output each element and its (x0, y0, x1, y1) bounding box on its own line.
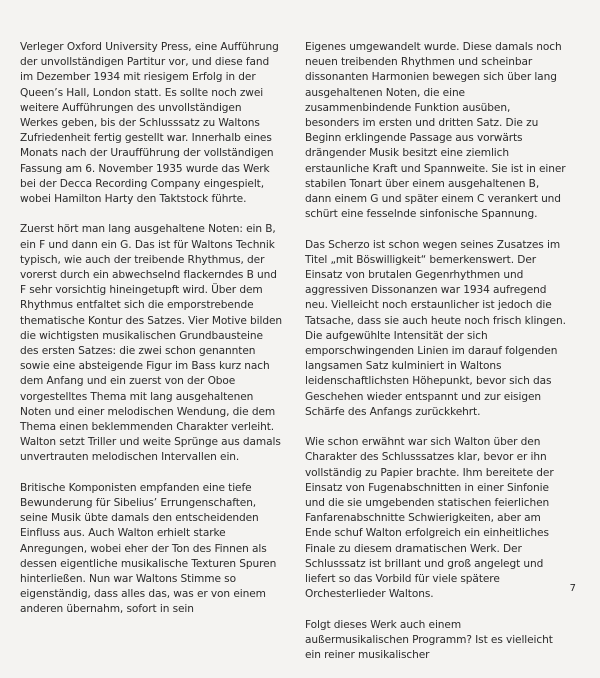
paragraph: Eigenes umgewandelt wurde. Diese damals noch neuen treibenden Rhythmen und scheinbar dissonanten Harmonien bewegen sich über lang ausgehaltenen Noten, die eine zusammenbindende Funktion ausüben, besonders im ersten und dritten Satz. Die zu Beginn erklingende Passage aus vorwärts drängender Musik besitzt eine ziemlich erstaunliche Kraft und Spannweite. Sie ist in einer stabilen Tonart über einem ausgehaltenen B, dann einem G und später einem C verankert und schürt eine fesselnde sinfonische Spannung. (305, 41, 566, 221)
paragraph: Folgt dieses Werk auch einem außermusikalischen Programm? Ist es vielleicht ein reiner musikalischer (305, 618, 553, 662)
paragraph: Das Scherzo ist schon wegen seines Zusatzes im Titel „mit Böswilligkeit“ bemerkenswert. Der Einsatz von brutalen Gegenrhythmen und aggressiven Dissonanzen war 1934 aufregend neu. Vielleicht noch erstaunlicher ist jedoch die Tatsache, dass sie auch heute noch frisch klingen. Die aufgewühlte Intensität der sich emporschwingenden Linien im darauf folgenden langsamen Satz kulminiert in Waltons leidenschaftlichsten Höhepunkt, bevor sich das Geschehen wieder entspannt und zur eisigen Schärfe des Anfangs zurückkehrt. (305, 238, 566, 418)
paragraph: Britische Komponisten empfanden eine tiefe Bewunderung für Sibelius’ Errungenschaften, seine Musik übte damals den entscheidenden Einfluss aus. Auch Walton erhielt starke Anregungen, wobei eher der Ton des Finnen als dessen eigentliche musikalische Texturen Spuren hinterließen. Nun war Waltons Stimme so eigenständig, dass alles das, was er von einem anderen übernahm, sofort in sein (20, 481, 277, 616)
paragraph: Zuerst hört man lang ausgehaltene Noten: ein B, ein F und dann ein G. Das ist für Waltons Technik typisch, wie auch der treibende Rhythmus, der vorerst durch ein abwechselnd flackerndes B und F sehr vorsichtig hineingetupft wird. Über dem Rhythmus entfaltet sich die emporstrebende thematische Kontur des Satzes. Vier Motive bilden die wichtigsten musikalischen Grundbausteine des ersten Satzes: die zwei schon genannten sowie eine absteigende Figur im Bass kurz nach dem Anfang und ein zuerst von der Oboe vorgestelltes Thema mit lang ausgehaltenen Noten und einer melodischen Wendung, die dem Thema einen beklemmenden Charakter verleiht. Walton setzt Triller und weite Sprünge aus damals unvertrauten melodischen Intervallen ein. (20, 223, 283, 464)
left-column (20, 40, 282, 633)
paragraph: Wie schon erwähnt war sich Walton über den Charakter des Schlusssatzes klar, bevor er ihn vollständig zu Papier brachte. Ihm bereitete der Einsatz von Fugenabschnitten in einer Sinfonie und die sie umgebenden statischen feierlichen Fanfarenabschnitte Schwierigkeiten, aber am Ende schuf Walton erfolgreich ein einheitliches Finale zu diesem dramatischen Werk. Der Schlusssatz ist brillant und groß angelegt und liefert so das Vorbild für viele spätere Orchesterlieder Waltons. (305, 436, 554, 601)
paragraph: Verleger Oxford University Press, eine Aufführung der unvollständigen Partitur vor, und diese fand im Dezember 1934 mit riesigem Erfolg in der Queen’s Hall, London statt. Es sollte noch zwei weitere Aufführungen des unvollständigen Werkes geben, bis der Schlusssatz zu Waltons Zufriedenheit fertig gestellt war. Innerhalb eines Monats nach der Uraufführung der vollständigen Fassung am 6. November 1935 wurde das Werk bei der Decca Recording Company eingespielt, wobei Hamilton Harty den Taktstock führte. (20, 41, 279, 206)
page-number: 7 (569, 583, 576, 594)
right-column (305, 40, 567, 678)
